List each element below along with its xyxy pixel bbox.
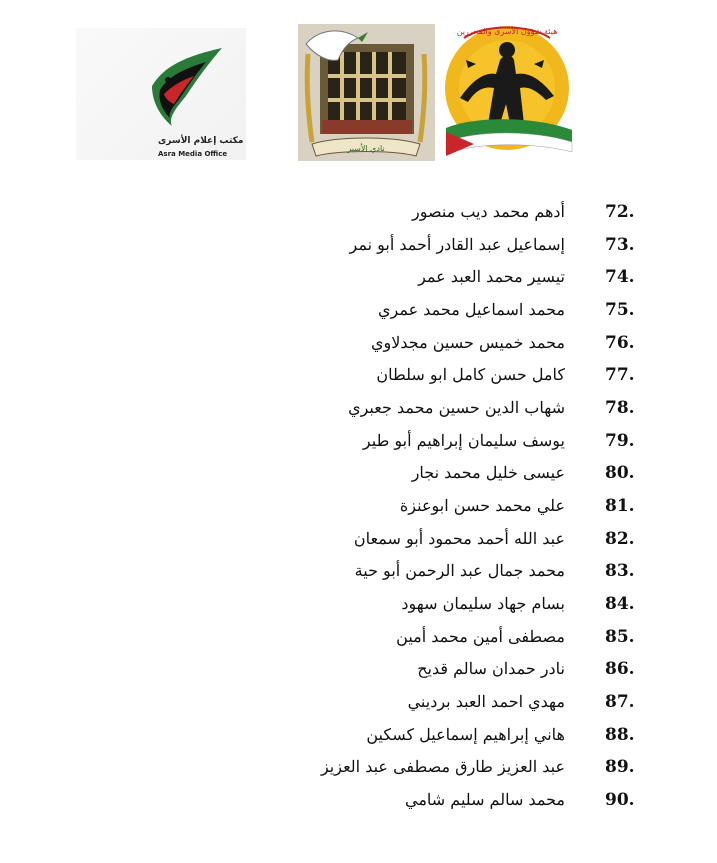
list-item [0,359,717,392]
entry-name: إسماعيل عبد القادر أحمد أبو نمر [349,234,565,254]
list-item [0,719,717,752]
entry-name: كامل حسن كامل ابو سلطان [376,365,565,385]
entry-number: 87. [605,692,635,713]
list-item [0,196,717,229]
list-item [0,686,717,719]
list-item [0,261,717,294]
detainees-commission-logo [434,20,579,160]
list-item [0,425,717,458]
office-name-english: Asra Media Office [158,150,228,158]
entry-number: 76. [605,332,635,353]
list-item [0,327,717,360]
bird-emblem-icon [146,46,226,128]
entry-number: 77. [605,365,635,386]
entry-name: بسام جهاد سليمان سهود [401,594,565,614]
list-item [0,621,717,654]
asra-media-office-logo [76,28,246,160]
list-item [0,555,717,588]
list-item [0,653,717,686]
committee-caption: هيئة شؤون الأسرى والمحررين [456,27,558,36]
entry-name: هاني إبراهيم إسماعيل كسكين [366,724,565,744]
list-item [0,784,717,817]
entry-number: 80. [605,463,635,484]
office-name-arabic: مكتب إعلام الأسرى [158,136,244,146]
entry-number: 84. [605,594,635,615]
entry-number: 82. [605,528,635,549]
entry-name: مهدي احمد العبد برديني [407,692,565,712]
club-caption: نادي الأسير [347,144,385,153]
list-item [0,294,717,327]
entry-name: عبد العزيز طارق مصطفى عبد العزيز [320,757,565,777]
list-item [0,588,717,621]
list-item [0,457,717,490]
entry-name: أدهم محمد ديب منصور [411,202,565,221]
entry-name: محمد خميس حسين مجدلاوي [370,332,565,352]
prisoner-name-list [0,196,717,817]
entry-name: يوسف سليمان إبراهيم أبو طير [362,430,565,450]
entry-name: محمد جمال عبد الرحمن أبو حية [354,561,565,581]
entry-number: 89. [605,757,635,778]
entry-number: 81. [605,496,635,517]
entry-name: محمد سالم سليم شامي [405,790,565,810]
entry-name: شهاب الدين حسين محمد جعبري [348,398,565,418]
entry-name: محمد اسماعيل محمد عمري [378,300,565,320]
entry-number: 88. [605,724,635,745]
sun-figure-emblem-icon [434,20,579,160]
entry-number: 75. [605,300,635,321]
entry-name: عبد الله أحمد محمود أبو سمعان [353,528,565,548]
entry-name: نادر حمدان سالم قديح [417,659,565,679]
entry-name: علي محمد حسن ابوعنزة [399,496,565,516]
entry-number: 83. [605,561,635,582]
entry-number: 90. [605,790,635,811]
list-item [0,229,717,262]
entry-name: تيسير محمد العبد عمر [418,267,565,287]
prisoners-club-logo [298,24,435,161]
entry-number: 73. [605,234,635,255]
entry-number: 86. [605,659,635,680]
entry-number: 78. [605,398,635,419]
header [0,0,717,175]
entry-number: 85. [605,626,635,647]
list-item [0,490,717,523]
list-item [0,751,717,784]
list-item [0,523,717,556]
entry-number: 74. [605,267,635,288]
entry-number: 72. [605,202,635,222]
entry-name: مصطفى أمين محمد أمين [396,626,565,646]
list-item [0,392,717,425]
entry-number: 79. [605,430,635,451]
dove-window-emblem-icon [298,24,435,161]
entry-name: عيسى خليل محمد نجار [411,463,565,483]
